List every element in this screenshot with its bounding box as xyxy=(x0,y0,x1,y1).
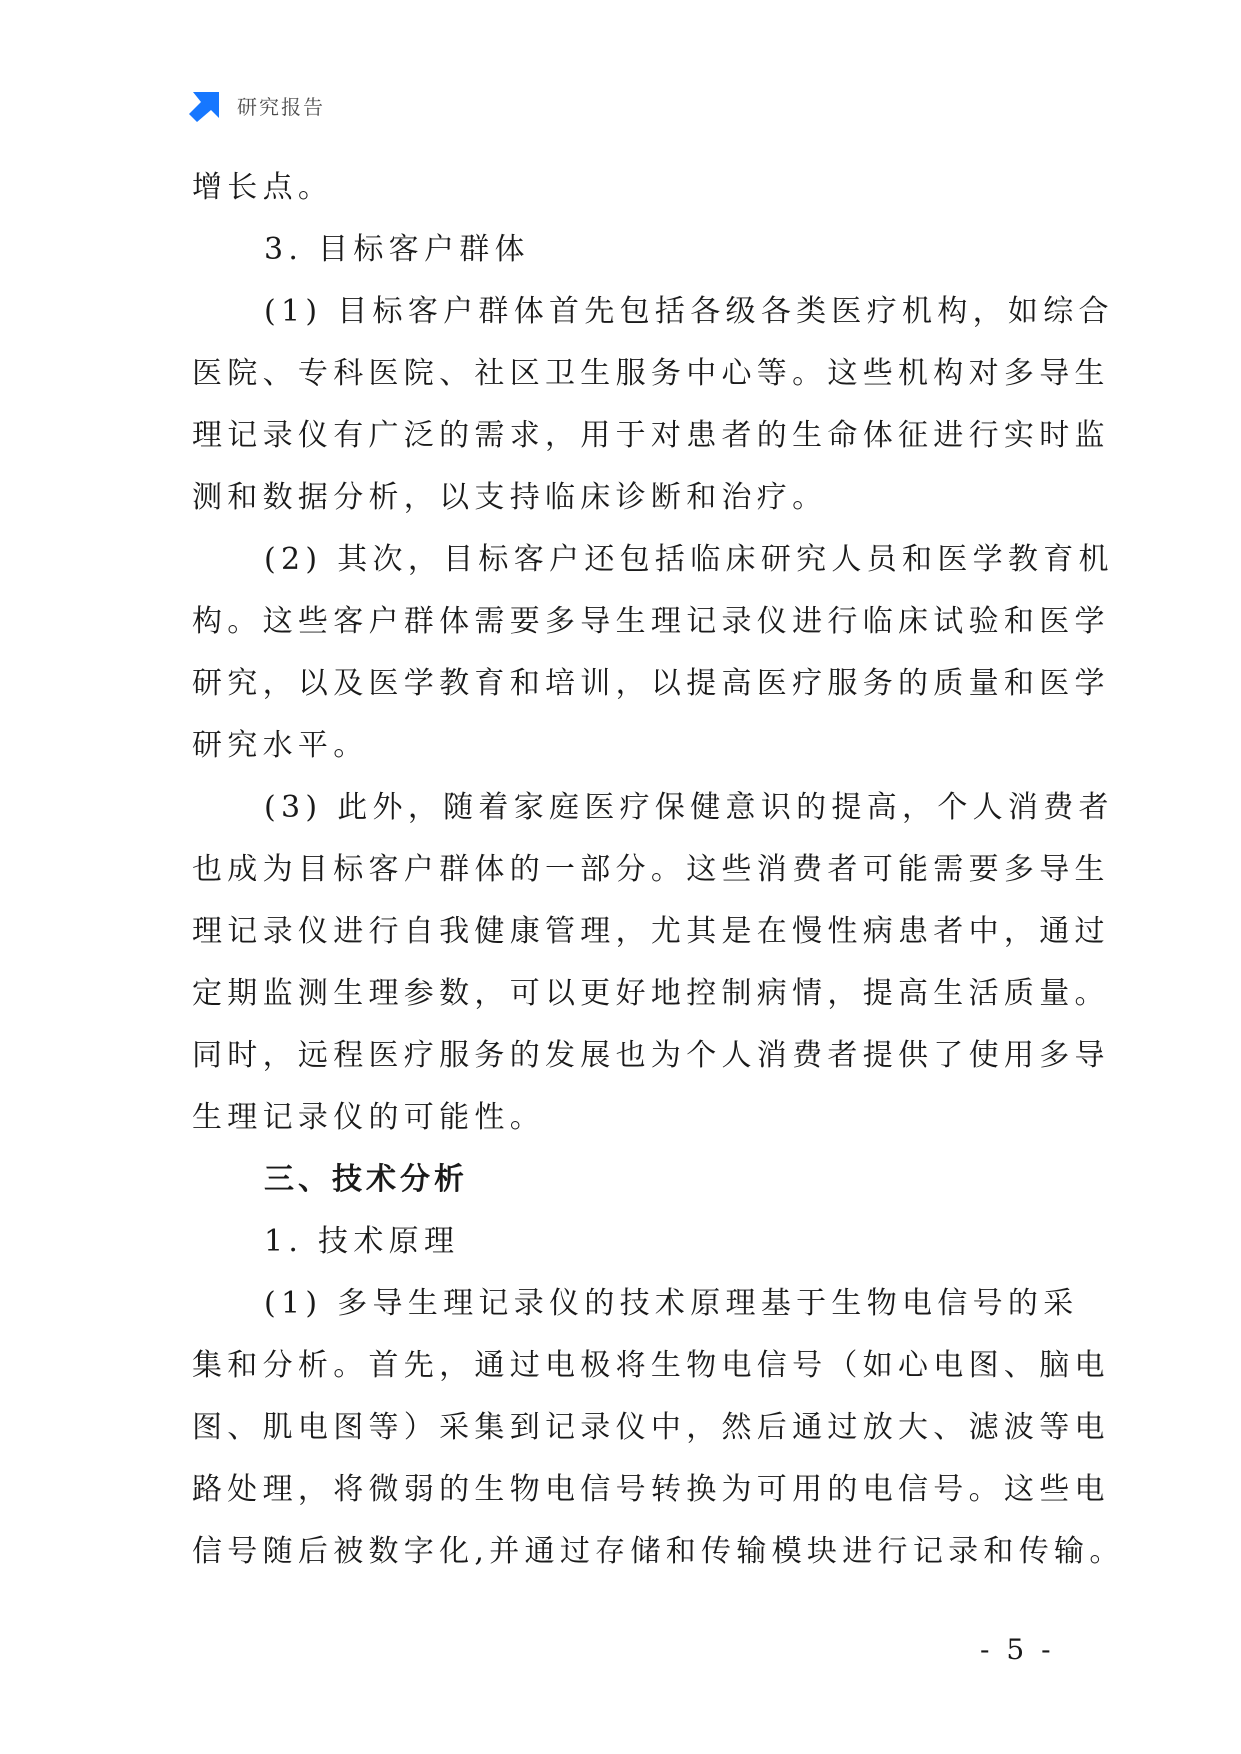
text-line: 1. 技术原理 xyxy=(264,1224,460,1259)
text-line: 理记录仪有广泛的需求，用于对患者的生命体征进行实时监 xyxy=(192,418,1110,453)
text-line: 生理记录仪的可能性。 xyxy=(192,1100,545,1135)
text-line: (3) 此外，随着家庭医疗保健意识的提高，个人消费者 xyxy=(264,790,1114,825)
section-heading: 三、技术分析 xyxy=(264,1162,468,1197)
text-line: 医院、专科医院、社区卫生服务中心等。这些机构对多导生 xyxy=(192,356,1110,391)
text-line: 3. 目标客户群体 xyxy=(264,232,530,267)
text-line: 集和分析。首先，通过电极将生物电信号（如心电图、脑电 xyxy=(192,1348,1110,1383)
text-line: 路处理，将微弱的生物电信号转换为可用的电信号。这些电 xyxy=(192,1472,1110,1507)
text-line: 也成为目标客户群体的一部分。这些消费者可能需要多导生 xyxy=(192,852,1110,887)
text-line: 增长点。 xyxy=(192,170,334,205)
text-line: 构。这些客户群体需要多导生理记录仪进行临床试验和医学 xyxy=(192,604,1110,639)
page-header xyxy=(189,88,325,122)
text-line: 同时，远程医疗服务的发展也为个人消费者提供了使用多导 xyxy=(192,1038,1110,1073)
document-body xyxy=(192,157,1125,1583)
text-line: 理记录仪进行自我健康管理，尤其是在慢性病患者中，通过 xyxy=(192,914,1110,949)
text-line: (1) 目标客户群体首先包括各级各类医疗机构，如综合 xyxy=(264,294,1114,329)
text-line: 图、肌电图等）采集到记录仪中，然后通过放大、滤波等电 xyxy=(192,1410,1110,1445)
text-line: (1) 多导生理记录仪的技术原理基于生物电信号的采 xyxy=(264,1286,1079,1321)
text-line: 定期监测生理参数，可以更好地控制病情，提高生活质量。 xyxy=(192,976,1110,1011)
page-number: - 5 - xyxy=(980,1633,1055,1666)
text-line: 研究水平。 xyxy=(192,728,369,763)
text-line: (2) 其次，目标客户还包括临床研究人员和医学教育机 xyxy=(264,542,1114,577)
header-title: 研究报告 xyxy=(237,94,325,119)
text-line: 信号随后被数字化,并通过存储和传输模块进行记录和传输。 xyxy=(192,1534,1125,1569)
text-line: 研究，以及医学教育和培训，以提高医疗服务的质量和医学 xyxy=(192,666,1110,701)
text-line: 测和数据分析，以支持临床诊断和治疗。 xyxy=(192,480,828,515)
arrow-up-right-icon xyxy=(189,88,223,122)
